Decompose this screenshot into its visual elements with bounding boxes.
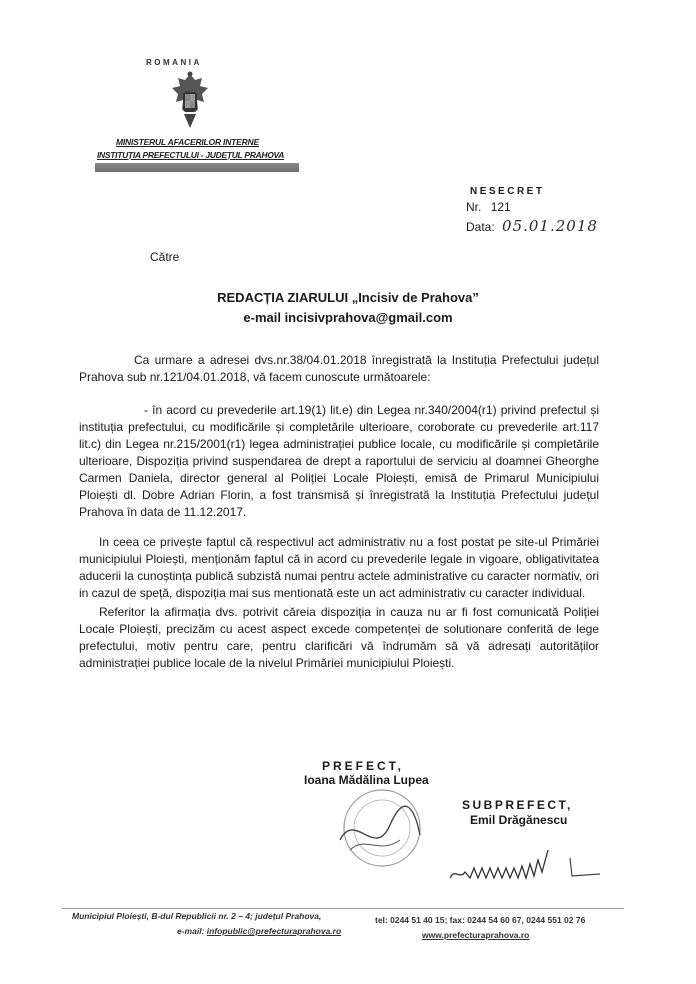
footer-divider <box>62 908 624 909</box>
to-label: Către <box>150 250 180 264</box>
paragraph-intro: Ca urmare a adresei dvs.nr.38/04.01.2018 înregistrată la Instituția Prefectului județul Prahova sub nr.121/04.01.2018, vă facem cunoscute următoarele: <box>79 353 599 384</box>
classification-label: NESECRET <box>470 186 545 197</box>
subprefect-title: SUBPREFECT, <box>462 798 573 812</box>
footer-phones: tel: 0244 51 40 15; fax: 0244 54 60 67, 0244 551 02 76 <box>375 915 586 925</box>
handwritten-date: 05.01.2018 <box>502 217 598 235</box>
footer-website-link[interactable]: www.prefecturaprahova.ro <box>422 930 530 940</box>
header-divider <box>95 163 299 172</box>
footer-email-label: e-mail: <box>177 926 205 936</box>
ministry-name: MINISTERUL AFACERILOR INTERNE <box>116 137 259 147</box>
paragraph-competence: Referitor la afirmația dvs. potrivit căreia dispoziția in cauza nu ar fi fost comunicată Poliției Locale Ploiești, precizăm cu acest aspect excede competenței de solutionare conferită de lege prefectului, motiv pentru care, pentru clarificări vă îndrumăm să vă adresați autorităților administrației publice locale de la nivelul Primăriei municipiului Ploiești. <box>79 605 599 670</box>
prefect-name: Ioana Mădălina Lupea <box>304 773 429 787</box>
official-stamp-icon <box>320 780 440 880</box>
registration-number <box>466 200 511 214</box>
footer-email-line <box>177 926 341 936</box>
paragraph-website: In ceea ce privește faptul că respectivul act administrativ nu a fost postat pe site-ul Primăriei municipiului Ploiești, menționăm faptul că in acord cu prevederile legale in vigoare, obligativitatea aducerii la cunoștința publică subzistă numai pentru actele administrative cu caracter normativ, ori in cazul de speță, dispoziția mai sus mentionată este un act administrativ cu caracter individual. <box>79 535 599 600</box>
recipient-email: e-mail incisivprahova@gmail.com <box>243 310 453 325</box>
nr-label: Nr. <box>466 200 482 214</box>
document-date <box>466 217 598 235</box>
subprefect-signature-icon <box>430 838 620 888</box>
footer-address: Municipiul Ploiești, B-dul Republicii nr. 2 – 4; județul Prahova, <box>72 911 322 921</box>
country-name: ROMANIA <box>146 58 202 67</box>
prefect-title: PREFECT, <box>322 759 405 773</box>
footer-email-link[interactable]: infopublic@prefecturaprahova.ro <box>206 926 342 936</box>
recipient-name: REDACȚIA ZIARULUI „Incisiv de Prahova” <box>217 290 479 305</box>
coat-of-arms-icon <box>168 70 212 132</box>
paragraph-legal-basis: - în acord cu prevederile art.19(1) lit.e) din Legea nr.340/2004(r1) privind prefectul și instituția prefectului, cu modificările și completările ulterioare, coroborate cu prevederile art.117 lit.c) din Legea nr.215/2001(r1) legea administrației publice locale, cu modificările și completările ulterioare, Dispoziția privind suspendarea de drept a raportului de serviciu al doamnei Gheorghe Carmen Daniela, director general al Poliției Locale Ploiești, emisă de Primarul Municipiului Ploiești dl. Dobre Adrian Florin, a fost transmisă și înregistrată la Instituția Prefectului județul Prahova în data de 11.12.2017. <box>79 403 599 519</box>
institution-name: INSTITUȚIA PREFECTULUI - JUDEȚUL PRAHOVA <box>97 150 285 160</box>
data-label: Data: <box>466 220 495 234</box>
subprefect-name: Emil Drăgănescu <box>470 813 568 827</box>
nr-value: 121 <box>490 200 511 214</box>
